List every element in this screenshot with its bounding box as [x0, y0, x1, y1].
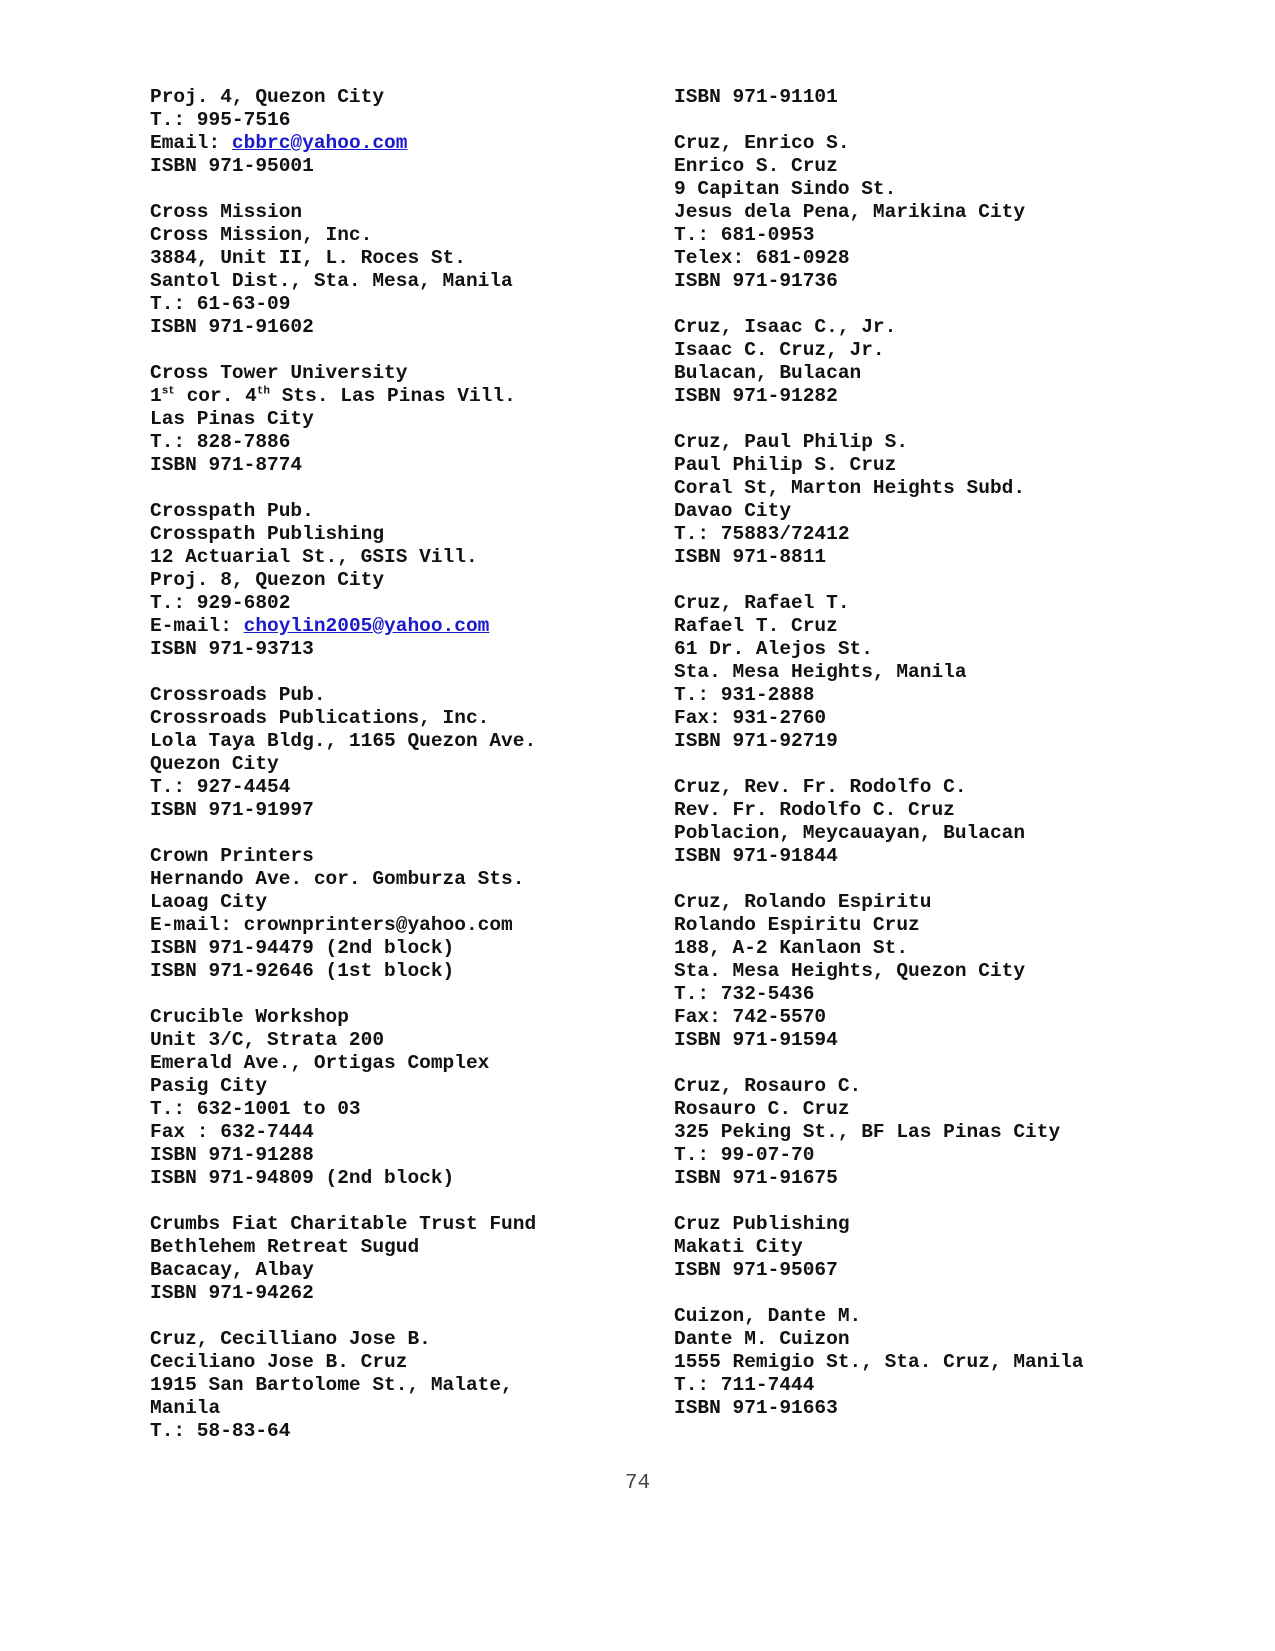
entry-line: T.: 931-2888 — [674, 684, 815, 706]
entry-line: Cruz, Paul Philip S. — [674, 431, 909, 453]
directory-entry — [150, 684, 660, 822]
entry-line: ISBN 971-95067 — [674, 1259, 838, 1281]
entry-line: T.: 681-0953 — [674, 224, 815, 246]
entry-line: Crown Printers — [150, 845, 314, 867]
entry-line: Crucible Workshop — [150, 1006, 349, 1028]
entry-line: Coral St, Marton Heights Subd. — [674, 477, 1026, 499]
entry-line: Telex: 681-0928 — [674, 247, 850, 269]
entry-line: Emerald Ave., Ortigas Complex — [150, 1052, 490, 1074]
entry-line: Laoag City — [150, 891, 268, 913]
entry-line: Jesus dela Pena, Marikina City — [674, 201, 1026, 223]
entry-line: ISBN 971-91288 — [150, 1144, 314, 1166]
entry-line: T.: 711-7444 — [674, 1374, 815, 1396]
entry-line: ISBN 971-94479 (2nd block) — [150, 937, 455, 959]
entry-line: Rolando Espiritu Cruz — [674, 914, 920, 936]
entry-line: 12 Actuarial St., GSIS Vill. — [150, 546, 478, 568]
entry-line: Bethlehem Retreat Sugud — [150, 1236, 420, 1258]
entry-line: E-mail: crownprinters@yahoo.com — [150, 914, 513, 936]
entry-line: Bacacay, Albay — [150, 1259, 314, 1281]
email-line — [150, 615, 660, 638]
email-label: E-mail: — [150, 615, 244, 637]
entry-line: ISBN 971-92646 (1st block) — [150, 960, 455, 982]
entry-line: Cross Mission — [150, 201, 303, 223]
entry-line: ISBN 971-91997 — [150, 799, 314, 821]
text-segment: 1 — [150, 385, 162, 407]
left-column — [150, 86, 660, 1443]
email-link[interactable]: cbbrc@yahoo.com — [231, 132, 408, 154]
entry-line: ISBN 971-91663 — [674, 1397, 838, 1419]
entry-line: Rafael T. Cruz — [674, 615, 838, 637]
text-segment: Sts. Las Pinas Vill. — [270, 385, 516, 407]
entry-line: ISBN 971-91602 — [150, 316, 314, 338]
entry-line: T.: 828-7886 — [150, 431, 291, 453]
entry-line: Fax: 931-2760 — [674, 707, 827, 729]
entry-line: Hernando Ave. cor. Gomburza Sts. — [150, 868, 525, 890]
entry-line: Proj. 4, Quezon City — [150, 86, 385, 108]
directory-entry — [674, 132, 1234, 293]
entry-line: 3884, Unit II, L. Roces St. — [150, 247, 466, 269]
entry-line: Cruz, Rosauro C. — [674, 1075, 862, 1097]
directory-entry — [674, 316, 1234, 408]
entry-line: Poblacion, Meycauayan, Bulacan — [674, 822, 1026, 844]
right-column — [674, 86, 1234, 1420]
entry-line: Cruz, Rolando Espiritu — [674, 891, 932, 913]
entry-line: T.: 929-6802 — [150, 592, 291, 614]
entry-line: Makati City — [674, 1236, 803, 1258]
entry-line: Cuizon, Dante M. — [674, 1305, 862, 1327]
entry-line: T.: 99-07-70 — [674, 1144, 815, 1166]
entry-line: Cruz, Cecilliano Jose B. — [150, 1328, 431, 1350]
entry-line: Crumbs Fiat Charitable Trust Fund — [150, 1213, 537, 1235]
directory-entry — [674, 86, 1234, 109]
entry-line: T.: 927-4454 — [150, 776, 291, 798]
entry-line: Fax: 742-5570 — [674, 1006, 827, 1028]
entry-line: Cruz, Isaac C., Jr. — [674, 316, 897, 338]
entry-line: Santol Dist., Sta. Mesa, Manila — [150, 270, 513, 292]
entry-line: Paul Philip S. Cruz — [674, 454, 897, 476]
entry-line: Sta. Mesa Heights, Manila — [674, 661, 967, 683]
entry-line: T.: 58-83-64 — [150, 1420, 291, 1442]
entry-line: Fax : 632-7444 — [150, 1121, 314, 1143]
entry-line: ISBN 971-94262 — [150, 1282, 314, 1304]
entry-line: Cruz, Rafael T. — [674, 592, 850, 614]
entry-line: ISBN 971-91736 — [674, 270, 838, 292]
entry-line: T.: 61-63-09 — [150, 293, 291, 315]
entry-line: 9 Capitan Sindo St. — [674, 178, 897, 200]
entry-line: ISBN 971-91101 — [674, 86, 838, 108]
entry-line: 1555 Remigio St., Sta. Cruz, Manila — [674, 1351, 1084, 1373]
entry-line: Bulacan, Bulacan — [674, 362, 862, 384]
entry-line: T.: 995-7516 — [150, 109, 291, 131]
directory-entry — [674, 776, 1234, 868]
entry-line: T.: 75883/72412 — [674, 523, 850, 545]
directory-entry — [150, 1006, 660, 1190]
entry-line: Crossroads Publications, Inc. — [150, 707, 490, 729]
directory-entry — [150, 1213, 660, 1305]
entry-line: Crosspath Publishing — [150, 523, 385, 545]
directory-entry — [674, 1305, 1234, 1420]
entry-line: ISBN 971-92719 — [674, 730, 838, 752]
directory-entry — [674, 891, 1234, 1052]
entry-line: Enrico S. Cruz — [674, 155, 838, 177]
directory-entry — [150, 845, 660, 983]
text-segment: cor. 4 — [174, 385, 257, 407]
directory-entry — [150, 500, 660, 661]
ordinal-suffix: th — [256, 385, 271, 398]
entry-line: Cruz Publishing — [674, 1213, 850, 1235]
email-link[interactable]: choylin2005@yahoo.com — [243, 615, 490, 637]
entry-line: ISBN 971-91675 — [674, 1167, 838, 1189]
entry-line: ISBN 971-94809 (2nd block) — [150, 1167, 455, 1189]
entry-line: Quezon City — [150, 753, 279, 775]
directory-entry — [674, 592, 1234, 753]
entry-line: Sta. Mesa Heights, Quezon City — [674, 960, 1026, 982]
directory-entry — [150, 201, 660, 339]
entry-line: Cross Mission, Inc. — [150, 224, 373, 246]
entry-line: Dante M. Cuizon — [674, 1328, 850, 1350]
entry-line: Cross Tower University — [150, 362, 408, 384]
entry-line: Cruz, Rev. Fr. Rodolfo C. — [674, 776, 967, 798]
entry-line: ISBN 971-93713 — [150, 638, 314, 660]
entry-line: Crossroads Pub. — [150, 684, 326, 706]
directory-entry — [674, 1075, 1234, 1190]
entry-line: 61 Dr. Alejos St. — [674, 638, 873, 660]
entry-line: ISBN 971-8811 — [674, 546, 827, 568]
entry-line: ISBN 971-91282 — [674, 385, 838, 407]
entry-line: Pasig City — [150, 1075, 268, 1097]
entry-line: Rev. Fr. Rodolfo C. Cruz — [674, 799, 955, 821]
entry-line: Crosspath Pub. — [150, 500, 314, 522]
entry-line: Isaac C. Cruz, Jr. — [674, 339, 885, 361]
entry-line: 188, A-2 Kanlaon St. — [674, 937, 909, 959]
entry-line: ISBN 971-91844 — [674, 845, 838, 867]
entry-line: Davao City — [674, 500, 792, 522]
entry-line: Lola Taya Bldg., 1165 Quezon Ave. — [150, 730, 537, 752]
email-line — [150, 132, 660, 155]
directory-entry — [674, 431, 1234, 569]
directory-entry — [150, 362, 660, 477]
entry-line: Las Pinas City — [150, 408, 314, 430]
entry-line: Unit 3/C, Strata 200 — [150, 1029, 385, 1051]
entry-line: Rosauro C. Cruz — [674, 1098, 850, 1120]
entry-line: Cruz, Enrico S. — [674, 132, 850, 154]
entry-line: T.: 632-1001 to 03 — [150, 1098, 361, 1120]
entry-line: T.: 732-5436 — [674, 983, 815, 1005]
entry-line: 325 Peking St., BF Las Pinas City — [674, 1121, 1061, 1143]
page-number: 74 — [624, 1472, 651, 1495]
entry-line: Manila — [150, 1397, 221, 1419]
directory-entry — [150, 86, 660, 178]
entry-line: ISBN 971-91594 — [674, 1029, 838, 1051]
entry-line: Ceciliano Jose B. Cruz — [150, 1351, 408, 1373]
entry-line — [150, 385, 660, 408]
email-label: Email: — [150, 132, 232, 154]
entry-line: 1915 San Bartolome St., Malate, — [150, 1374, 513, 1396]
ordinal-suffix: st — [161, 385, 175, 398]
entry-line: ISBN 971-8774 — [150, 454, 303, 476]
directory-entry — [150, 1328, 660, 1443]
entry-line: Proj. 8, Quezon City — [150, 569, 385, 591]
entry-line: ISBN 971-95001 — [150, 155, 314, 177]
directory-entry — [674, 1213, 1234, 1282]
